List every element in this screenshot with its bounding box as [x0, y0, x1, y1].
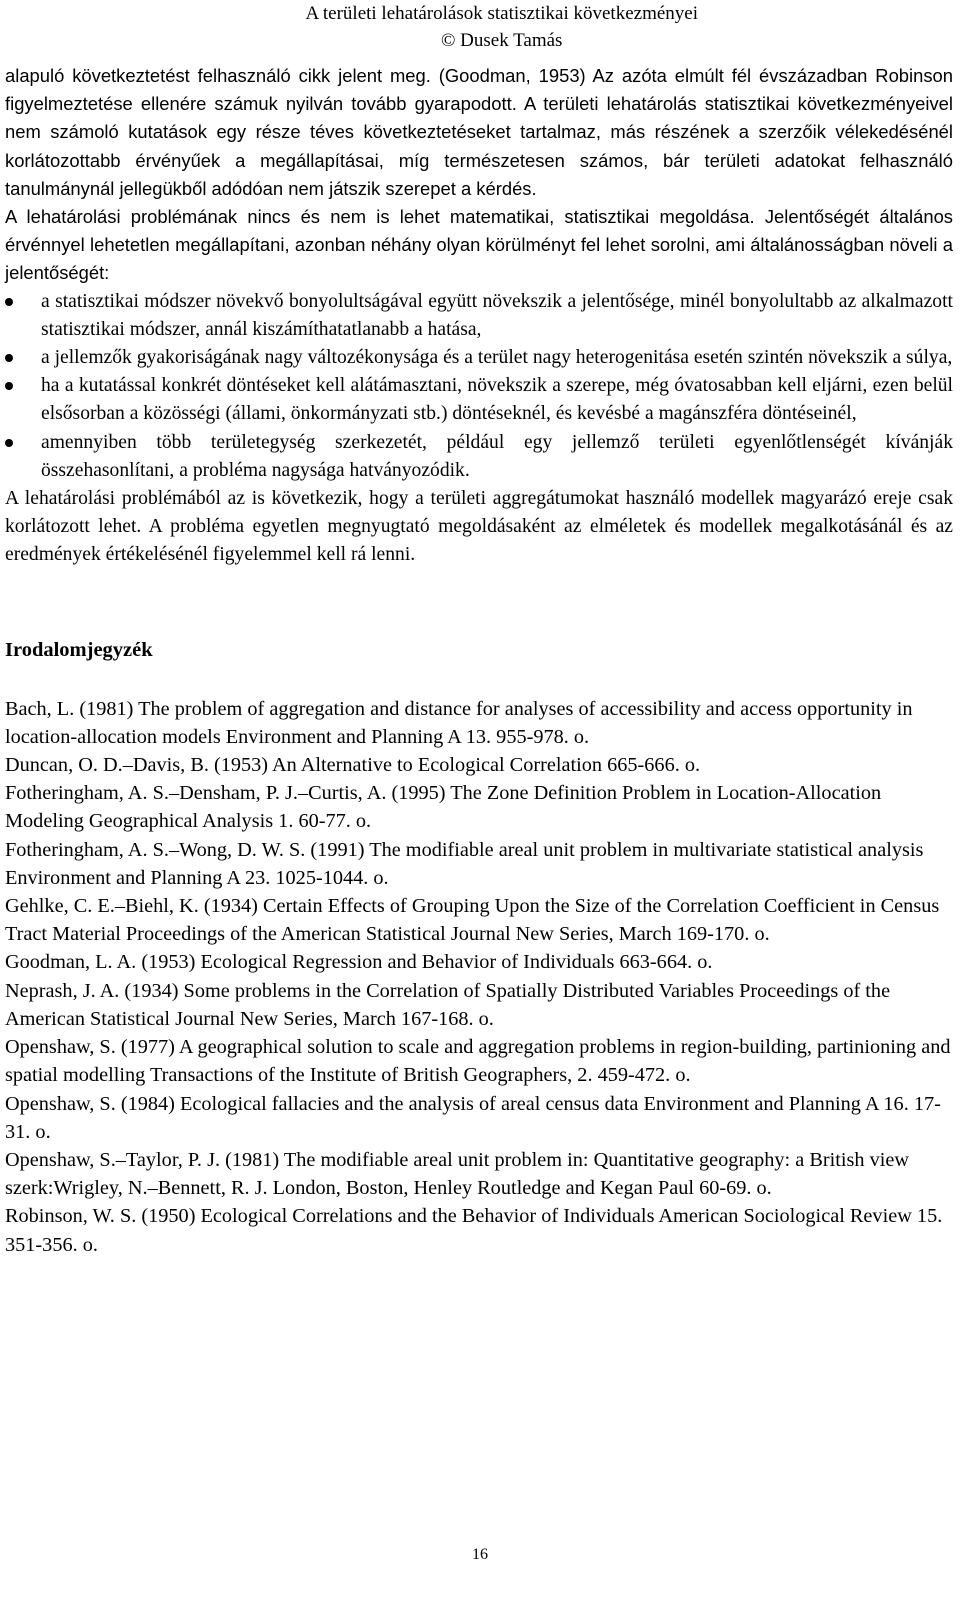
paragraph-3: A lehatárolási problémából az is következik, hogy a területi aggregátumokat használó modellek magyarázó ereje csak korlátozott lehet. A probléma egyetlen megnyugtató megoldásaként az elméletek és modellek megalkotásánál és az eredmények értékelésénél figyelemmel kell rá lenni.	[5, 488, 953, 566]
bullet-icon	[5, 439, 13, 447]
list-item: a jellemzők gyakoriságának nagy változékonysága és a terület nagy heterogenitása esetén szintén növekszik a súlya,	[5, 344, 953, 372]
reference-item: Gehlke, C. E.–Biehl, K. (1934) Certain Effects of Grouping Upon the Size of the Correlation Coefficient in Census Tract Material Proceedings of the American Statistical Journal New Series, March 169-170. o.	[5, 895, 940, 946]
reference-item: Duncan, O. D.–Davis, B. (1953) An Alternative to Ecological Correlation 665-666. o.	[5, 754, 701, 777]
reference-item: Goodman, L. A. (1953) Ecological Regression and Behavior of Individuals 663-664. o.	[5, 951, 713, 974]
header-title: A területi lehatárolások statisztikai következményei	[305, 3, 698, 24]
reference-item: Robinson, W. S. (1950) Ecological Correlations and the Behavior of Individuals American Sociological Review 15. 351-356. o.	[5, 1205, 943, 1256]
page-number: 16	[472, 1546, 488, 1563]
references-heading: Irodalomjegyzék	[5, 638, 153, 661]
reference-item: Fotheringham, A. S.–Densham, P. J.–Curtis, A. (1995) The Zone Definition Problem in Location-Allocation Modeling Geographical Analysis 1. 60-77. o.	[5, 782, 882, 833]
reference-item: Bach, L. (1981) The problem of aggregation and distance for analyses of accessibility and access opportunity in location-allocation models Environment and Planning A 13. 955-978. o.	[5, 697, 913, 748]
bullet-icon	[5, 382, 13, 390]
list-item: ha a kutatással konkrét döntéseket kell alátámasztani, növekszik a szerepe, még óvatosabban kell eljárni, ezen belül elsősorban a közösségi (állami, önkormányzati stb.) döntéseknél, és kevésbé a magánszféra döntéseinél,	[5, 372, 953, 428]
reference-item: Neprash, J. A. (1934) Some problems in the Correlation of Spatially Distributed Variables Proceedings of the American Statistical Journal New Series, March 167-168. o.	[5, 979, 891, 1030]
running-header	[305, 0, 698, 54]
reference-item: Fotheringham, A. S.–Wong, D. W. S. (1991) The modifiable areal unit problem in multivariate statistical analysis Environment and Planning A 23. 1025-1044. o.	[5, 838, 924, 889]
bullet-icon	[5, 298, 13, 306]
header-author: © Dusek Tamás	[440, 30, 563, 51]
paragraph-1: alapuló következtetést felhasználó cikk jelent meg. (Goodman, 1953) Az azóta elmúlt fél évszázadban Robinson figyelmeztetése ellenére számuk nyilván tovább gyarapodott. A területi lehatárolás statisztikai következményeivel nem számoló kutatások egy része téves következtetéseket tartalmaz, más részének a szerzőik vélekedésénél korlátozottabb érvényűek a megállapításai, míg természetesen számos, bár területi adatokat felhasználó tanulmánynál jellegükből adódóan nem játszik szerepet a kérdés.	[5, 65, 953, 199]
reference-item: Openshaw, S. (1977) A geographical solution to scale and aggregation problems in region-building, partinioning and spatial modelling Transactions of the Institute of British Geographers, 2. 459-472. o.	[5, 1036, 951, 1087]
bullet-icon	[5, 354, 13, 362]
paragraph-2: A lehatárolási problémának nincs és nem is lehet matematikai, statisztikai megoldása. Jelentőségét általános érvénnyel lehetetlen megállapítani, azonban néhány olyan körülményt fel lehet sorolni, ami általánosságban növeli a jelentőségét:	[5, 206, 953, 284]
bullet-list	[5, 288, 953, 485]
list-item: a statisztikai módszer növekvő bonyolultságával együtt növekszik a jelentősége, minél bonyolultabb az alkalmazott statisztikai módszer, annál kiszámíthatatlanabb a hatása,	[5, 288, 953, 344]
list-item: amennyiben több területegység szerkezetét, például egy jellemző területi egyenlőtlenségét kívánják összehasonlítani, a probléma nagysága hatványozódik.	[5, 429, 953, 485]
page-body	[5, 62, 953, 1259]
reference-list	[5, 695, 953, 1259]
reference-item: Openshaw, S. (1984) Ecological fallacies and the analysis of areal census data Environment and Planning A 16. 17-31. o.	[5, 1092, 941, 1143]
reference-item: Openshaw, S.–Taylor, P. J. (1981) The modifiable areal unit problem in: Quantitative geography: a British view szerk:Wrigley, N.–Bennett, R. J. London, Boston, Henley Routledge and Kegan Paul 60-69. o.	[5, 1148, 910, 1200]
